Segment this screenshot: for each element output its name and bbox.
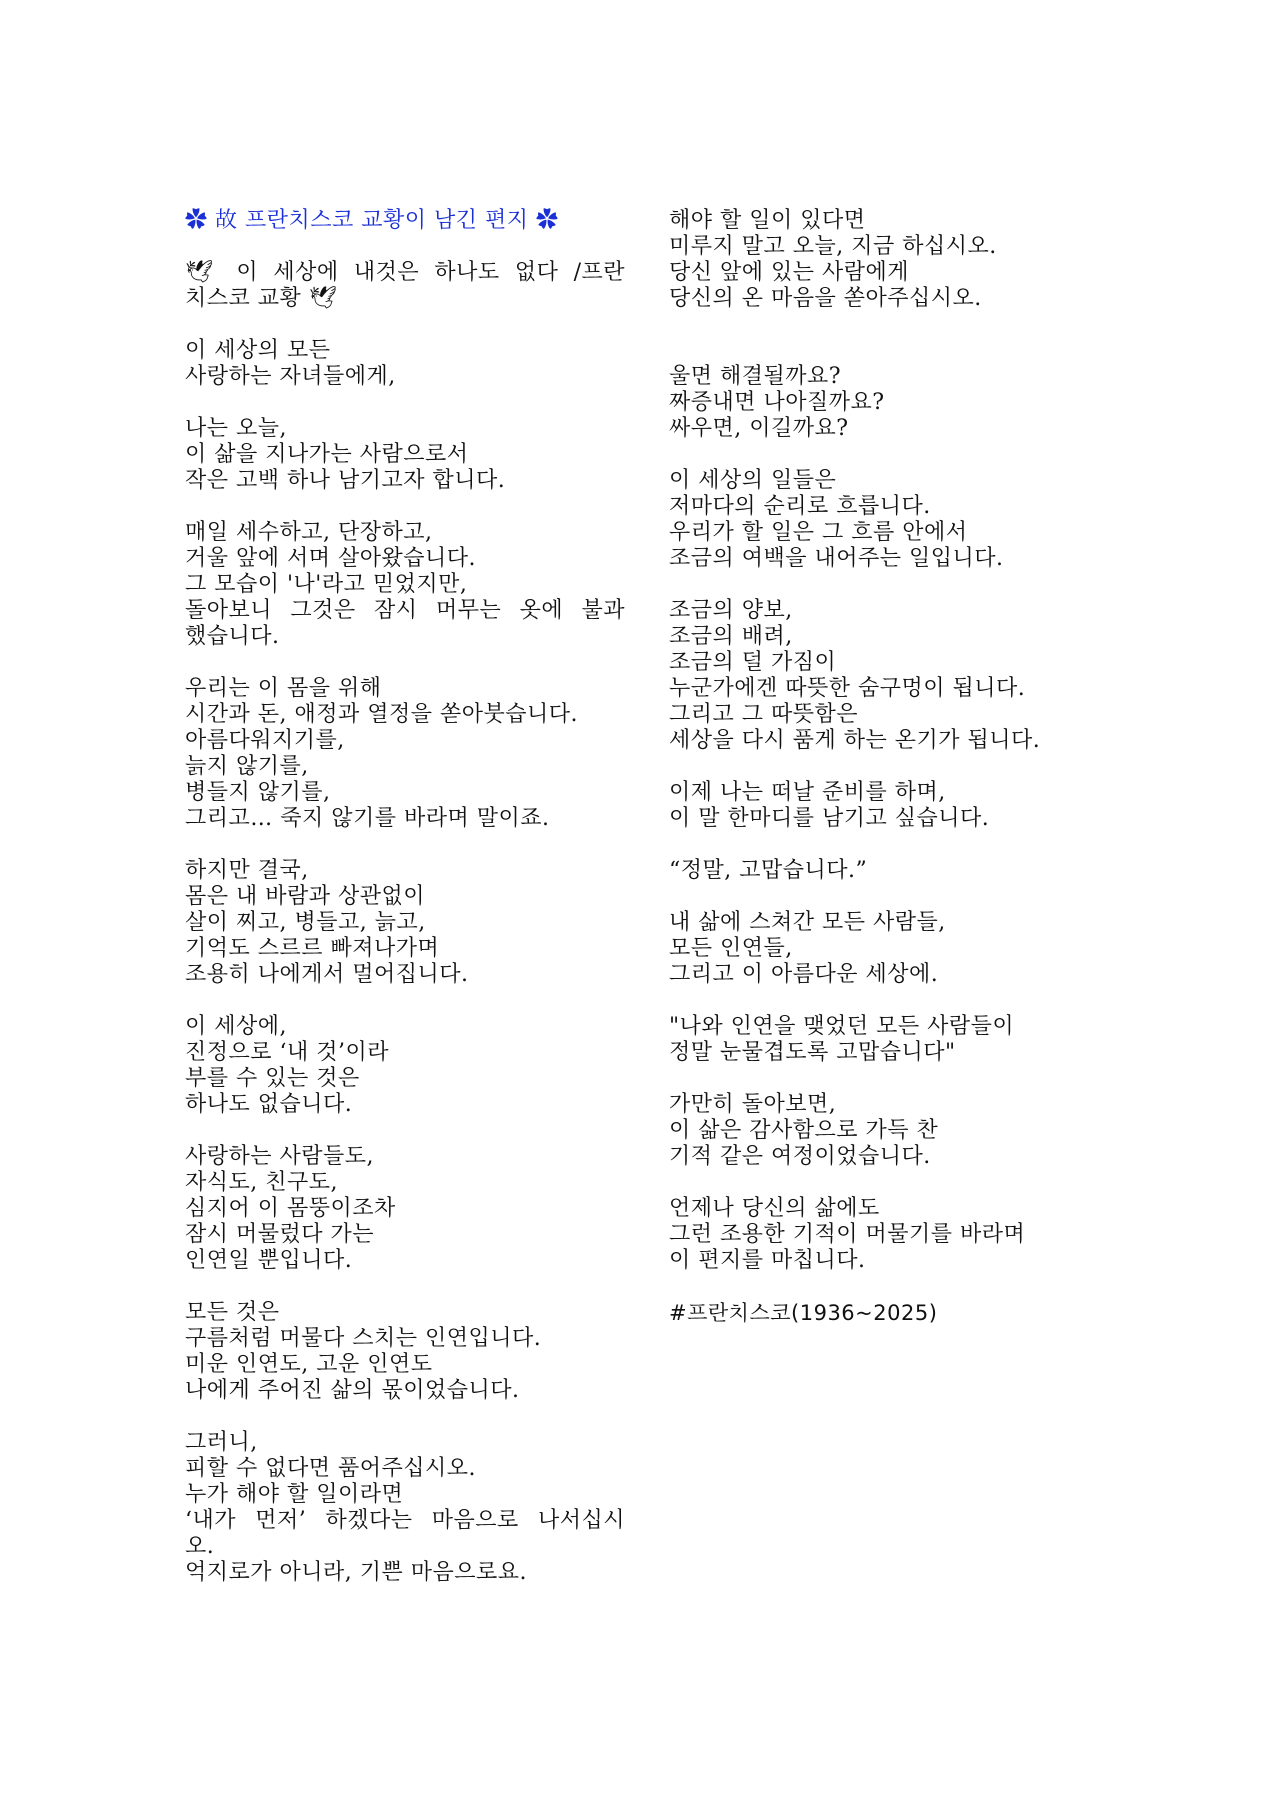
text-line: 하나도 없습니다. — [185, 1092, 353, 1117]
paragraph — [185, 338, 625, 390]
text-line: 미루지 말고 오늘, 지금 하십시오. — [669, 234, 997, 259]
text-line: 부를 수 있는 것은 — [185, 1066, 360, 1091]
text-line: 억지로가 아니라, 기쁜 마음으로요. — [185, 1560, 527, 1585]
text-line: 병들지 않기를, — [185, 780, 331, 805]
paragraph — [669, 364, 1109, 442]
text-line: 작은 고백 하나 남기고자 합니다. — [185, 468, 506, 493]
paragraph — [185, 1144, 625, 1274]
flower-icon-left: ✿ — [185, 208, 208, 233]
text-line: 조금의 여백을 내어주는 일입니다. — [669, 546, 1004, 571]
text-line: 조금의 양보, — [669, 598, 793, 623]
text-line: 잠시 머물렀다 가는 — [185, 1222, 375, 1247]
paragraph — [669, 598, 1109, 754]
text-line: 몸은 내 바람과 상관없이 — [185, 884, 426, 909]
text-line: 살이 찌고, 병들고, 늙고, — [185, 910, 426, 935]
paragraph — [669, 1014, 1109, 1066]
text-line: 자식도, 친구도, — [185, 1170, 338, 1195]
text-line: 그 모습이 '나'라고 믿었지만, — [185, 572, 468, 597]
text-line: 조금의 덜 가짐이 — [669, 650, 837, 675]
subtitle-paragraph — [185, 260, 625, 312]
text-line: 피할 수 없다면 품어주십시오. — [185, 1456, 476, 1481]
text-line: 울면 해결될까요? — [669, 364, 842, 389]
text-line: 아름다워지기를, — [185, 728, 345, 753]
text-line: 언제나 당신의 삶에도 — [669, 1196, 880, 1221]
paragraph — [185, 1430, 625, 1586]
text-line: 그리고 그 따뜻함은 — [669, 702, 859, 727]
paragraph — [185, 858, 625, 988]
text-line: 미운 인연도, 고운 인연도 — [185, 1352, 433, 1377]
paragraph — [185, 676, 625, 832]
text-line: 시간과 돈, 애정과 열정을 쏟아붓습니다. — [185, 702, 578, 727]
text-line: 모든 것은 — [185, 1300, 280, 1325]
text-line: 조용히 나에게서 멀어집니다. — [185, 962, 469, 987]
text-line: 해야 할 일이 있다면 — [669, 208, 866, 233]
text-line: 저마다의 순리로 흐릅니다. — [669, 494, 931, 519]
text-line: 모든 인연들, — [669, 936, 793, 961]
text-line: 싸우면, 이길까요? — [669, 416, 849, 441]
text-line: 오. — [185, 1534, 215, 1559]
text-line: 정말 눈물겹도록 고맙습니다" — [669, 1040, 956, 1065]
text-line: 늙지 않기를, — [185, 754, 309, 779]
paragraph — [669, 858, 1109, 884]
text-line: 그리고 이 아름다운 세상에. — [669, 962, 939, 987]
left-column — [185, 208, 625, 1612]
text-line: 당신의 온 마음을 쏟아주십시오. — [669, 286, 982, 311]
right-column — [669, 208, 1109, 1352]
paragraph — [669, 910, 1109, 988]
paragraph — [669, 1300, 1109, 1326]
text-line: 이 세상의 일들은 — [669, 468, 837, 493]
text-line: 내 삶에 스쳐간 모든 사람들, — [669, 910, 946, 935]
text-line: 이 세상의 모든 — [185, 338, 331, 363]
text-line: 거울 앞에 서며 살아왔습니다. — [185, 546, 476, 571]
text-line: 기적 같은 여정이었습니다. — [669, 1144, 931, 1169]
text-line: 돌아보니 그것은 잠시 머무는 옷에 불과 — [185, 598, 625, 623]
text-line: 진정으로 ‘내 것’이라 — [185, 1040, 389, 1065]
text-line: 구름처럼 머물다 스치는 인연입니다. — [185, 1326, 542, 1351]
text-line: 누가 해야 할 일이라면 — [185, 1482, 404, 1507]
text-line: "나와 인연을 맺었던 모든 사람들이 — [669, 1014, 1015, 1039]
text-line: 이 말 한마디를 남기고 싶습니다. — [669, 806, 990, 831]
text-line: 짜증내면 나아질까요? — [669, 390, 885, 415]
paragraph — [669, 1092, 1109, 1170]
paragraph — [669, 1196, 1109, 1274]
title-text: 故 프란치스코 교황이 남긴 편지 — [207, 208, 536, 233]
text-line: 이제 나는 떠날 준비를 하며, — [669, 780, 946, 805]
text-line: 심지어 이 몸뚱이조차 — [185, 1196, 396, 1221]
text-line: 이 삶을 지나가는 사람으로서 — [185, 442, 469, 467]
paragraph — [669, 208, 1109, 312]
letter-title — [185, 208, 625, 234]
text-line: 사랑하는 자녀들에게, — [185, 364, 396, 389]
paragraph — [669, 468, 1109, 572]
paragraph — [185, 1014, 625, 1118]
text-line: ‘내가 먼저’ 하겠다는 마음으로 나서십시 — [185, 1508, 625, 1533]
paragraph — [185, 520, 625, 650]
text-line: 우리는 이 몸을 위해 — [185, 676, 382, 701]
text-line: 사랑하는 사람들도, — [185, 1144, 375, 1169]
text-line: 그리고… 죽지 않기를 바라며 말이죠. — [185, 806, 550, 831]
text-line: “정말, 고맙습니다.” — [669, 858, 868, 883]
text-line: 하지만 결국, — [185, 858, 309, 883]
paragraph — [185, 1300, 625, 1404]
flower-icon-right: ✿ — [536, 208, 559, 233]
text-line: 우리가 할 일은 그 흐름 안에서 — [669, 520, 968, 545]
text-line: 치스코 교황 🕊 — [185, 286, 338, 311]
text-line: 가만히 돌아보면, — [669, 1092, 837, 1117]
text-line: 나에게 주어진 삶의 몫이었습니다. — [185, 1378, 520, 1403]
text-line: 이 세상에, — [185, 1014, 287, 1039]
paragraph — [669, 780, 1109, 832]
text-line: 🕊 이 세상에 내것은 하나도 없다 /프란 — [185, 260, 625, 285]
text-line: 이 삶은 감사함으로 가득 찬 — [669, 1118, 939, 1143]
text-line: 그런 조용한 기적이 머물기를 바라며 — [669, 1222, 1026, 1247]
text-line: 했습니다. — [185, 624, 280, 649]
text-line: 이 편지를 마칩니다. — [669, 1248, 866, 1273]
text-line: 누군가에겐 따뜻한 숨구멍이 됩니다. — [669, 676, 1026, 701]
text-line: 그러니, — [185, 1430, 258, 1455]
text-line: 나는 오늘, — [185, 416, 287, 441]
text-line: 매일 세수하고, 단장하고, — [185, 520, 433, 545]
text-line: 조금의 배려, — [669, 624, 793, 649]
paragraph — [185, 416, 625, 494]
text-line: 당신 앞에 있는 사람에게 — [669, 260, 910, 285]
hashtag-signature: #프란치스코(1936~2025) — [669, 1301, 938, 1325]
text-line: 기억도 스르르 빠져나가며 — [185, 936, 440, 961]
text-line: 인연일 뿐입니다. — [185, 1248, 353, 1273]
text-line: 세상을 다시 품게 하는 온기가 됩니다. — [669, 728, 1041, 753]
